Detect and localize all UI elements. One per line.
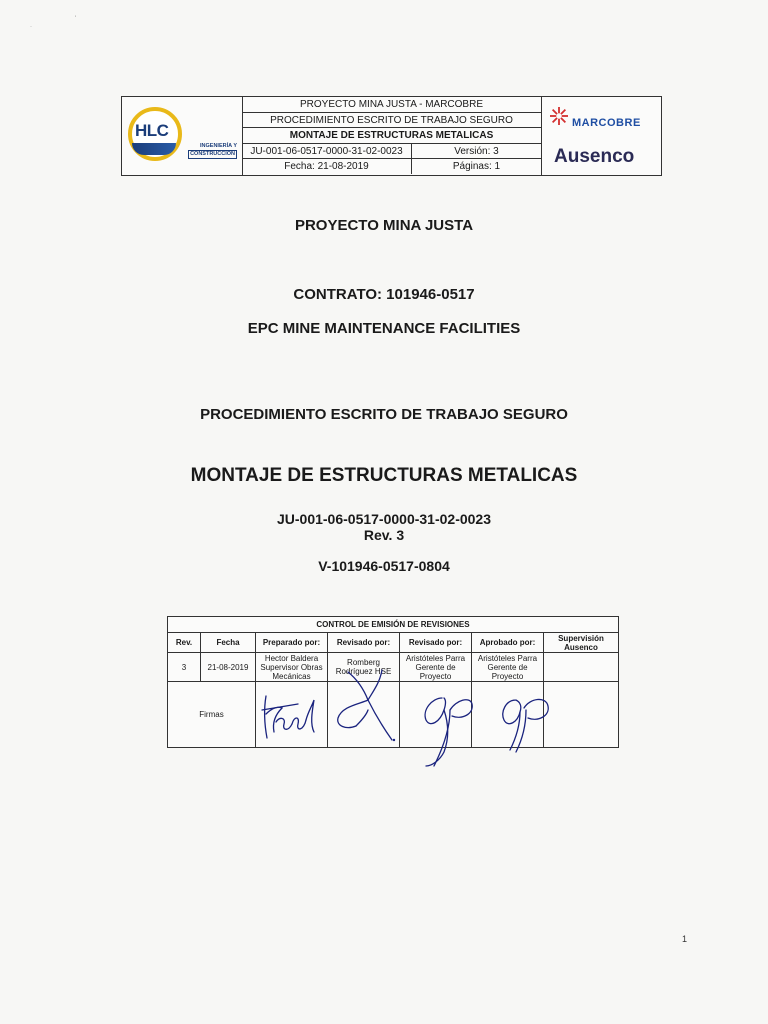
header-code-row <box>242 144 541 160</box>
document-title: MONTAJE DE ESTRUCTURAS METALICAS <box>190 465 578 486</box>
col-header-prepared: Preparado por: <box>256 633 328 653</box>
cell-approved: Aristóteles Parra Gerente de Proyecto <box>472 653 544 682</box>
header-version: Versión: 3 <box>454 145 499 157</box>
document-header <box>121 96 662 176</box>
hlc-logo-text: HLC <box>135 121 169 140</box>
procedure-type: PROCEDIMIENTO ESCRITO DE TRABAJO SEGURO <box>200 406 568 423</box>
revisions-table-title: CONTROL DE EMISIÓN DE REVISIONES <box>168 617 618 633</box>
scan-speck: · <box>30 24 32 30</box>
header-title: MONTAJE DE ESTRUCTURAS METALICAS <box>242 128 541 144</box>
cell-supervision <box>544 653 618 682</box>
cell-date: 21-08-2019 <box>201 653 256 682</box>
hlc-logo-swoosh <box>132 143 176 155</box>
header-date-row <box>242 159 541 175</box>
handwritten-signature <box>494 690 554 754</box>
epc-title: EPC MINE MAINTENANCE FACILITIES <box>247 320 521 337</box>
cell-reviewed-2: Aristóteles Parra Gerente de Proyecto <box>400 653 472 682</box>
cell-prepared: Hector Baldera Supervisor Obras Mecánicas <box>256 653 328 682</box>
marcobre-logo-text: MARCOBRE <box>572 117 641 129</box>
marcobre-star-icon <box>550 107 568 125</box>
header-date: Fecha: 21-08-2019 <box>242 159 412 174</box>
cell-reviewed: Romberg Rodríguez HSE <box>328 653 400 682</box>
header-info <box>242 97 541 175</box>
hlc-logo <box>122 97 243 175</box>
col-header-reviewed: Revisado por: <box>328 633 400 653</box>
project-title: PROYECTO MINA JUSTA <box>294 217 474 234</box>
handwritten-signature <box>414 686 482 768</box>
col-header-rev: Rev. <box>168 633 201 653</box>
ausenco-logo-text: Ausenco <box>554 146 635 167</box>
hlc-logo-subtitle <box>185 143 237 159</box>
col-header-date: Fecha <box>201 633 256 653</box>
header-project: PROYECTO MINA JUSTA - MARCOBRE <box>242 97 541 113</box>
cell-rev: 3 <box>168 653 201 682</box>
document-vcode: V-101946-0517-0804 <box>318 558 450 574</box>
header-pages: Páginas: 1 <box>452 161 501 173</box>
document-revision: Rev. 3 <box>363 527 405 543</box>
signatures-label: Firmas <box>168 682 256 747</box>
document-code: JU-001-06-0517-0000-31-02-0023 <box>276 511 492 527</box>
hlc-sub-line1: INGENIERÍA Y <box>200 143 237 149</box>
handwritten-signature <box>330 660 402 746</box>
col-header-approved: Aprobado por: <box>472 633 544 653</box>
scan-speck: ' <box>75 16 77 22</box>
col-header-reviewed-2: Revisado por: <box>400 633 472 653</box>
client-logos <box>541 97 661 175</box>
signature-supervision <box>544 682 618 747</box>
contract-number: CONTRATO: 101946-0517 <box>293 286 475 303</box>
header-code: JU-001-06-0517-0000-31-02-0023 <box>242 144 412 159</box>
handwritten-signature <box>258 688 322 742</box>
hlc-sub-line2: CONSTRUCCIÓN <box>190 151 235 157</box>
page-number: 1 <box>682 934 688 944</box>
header-procedure: PROCEDIMIENTO ESCRITO DE TRABAJO SEGURO <box>242 113 541 129</box>
col-header-supervision: Supervisión Ausenco <box>544 633 618 653</box>
